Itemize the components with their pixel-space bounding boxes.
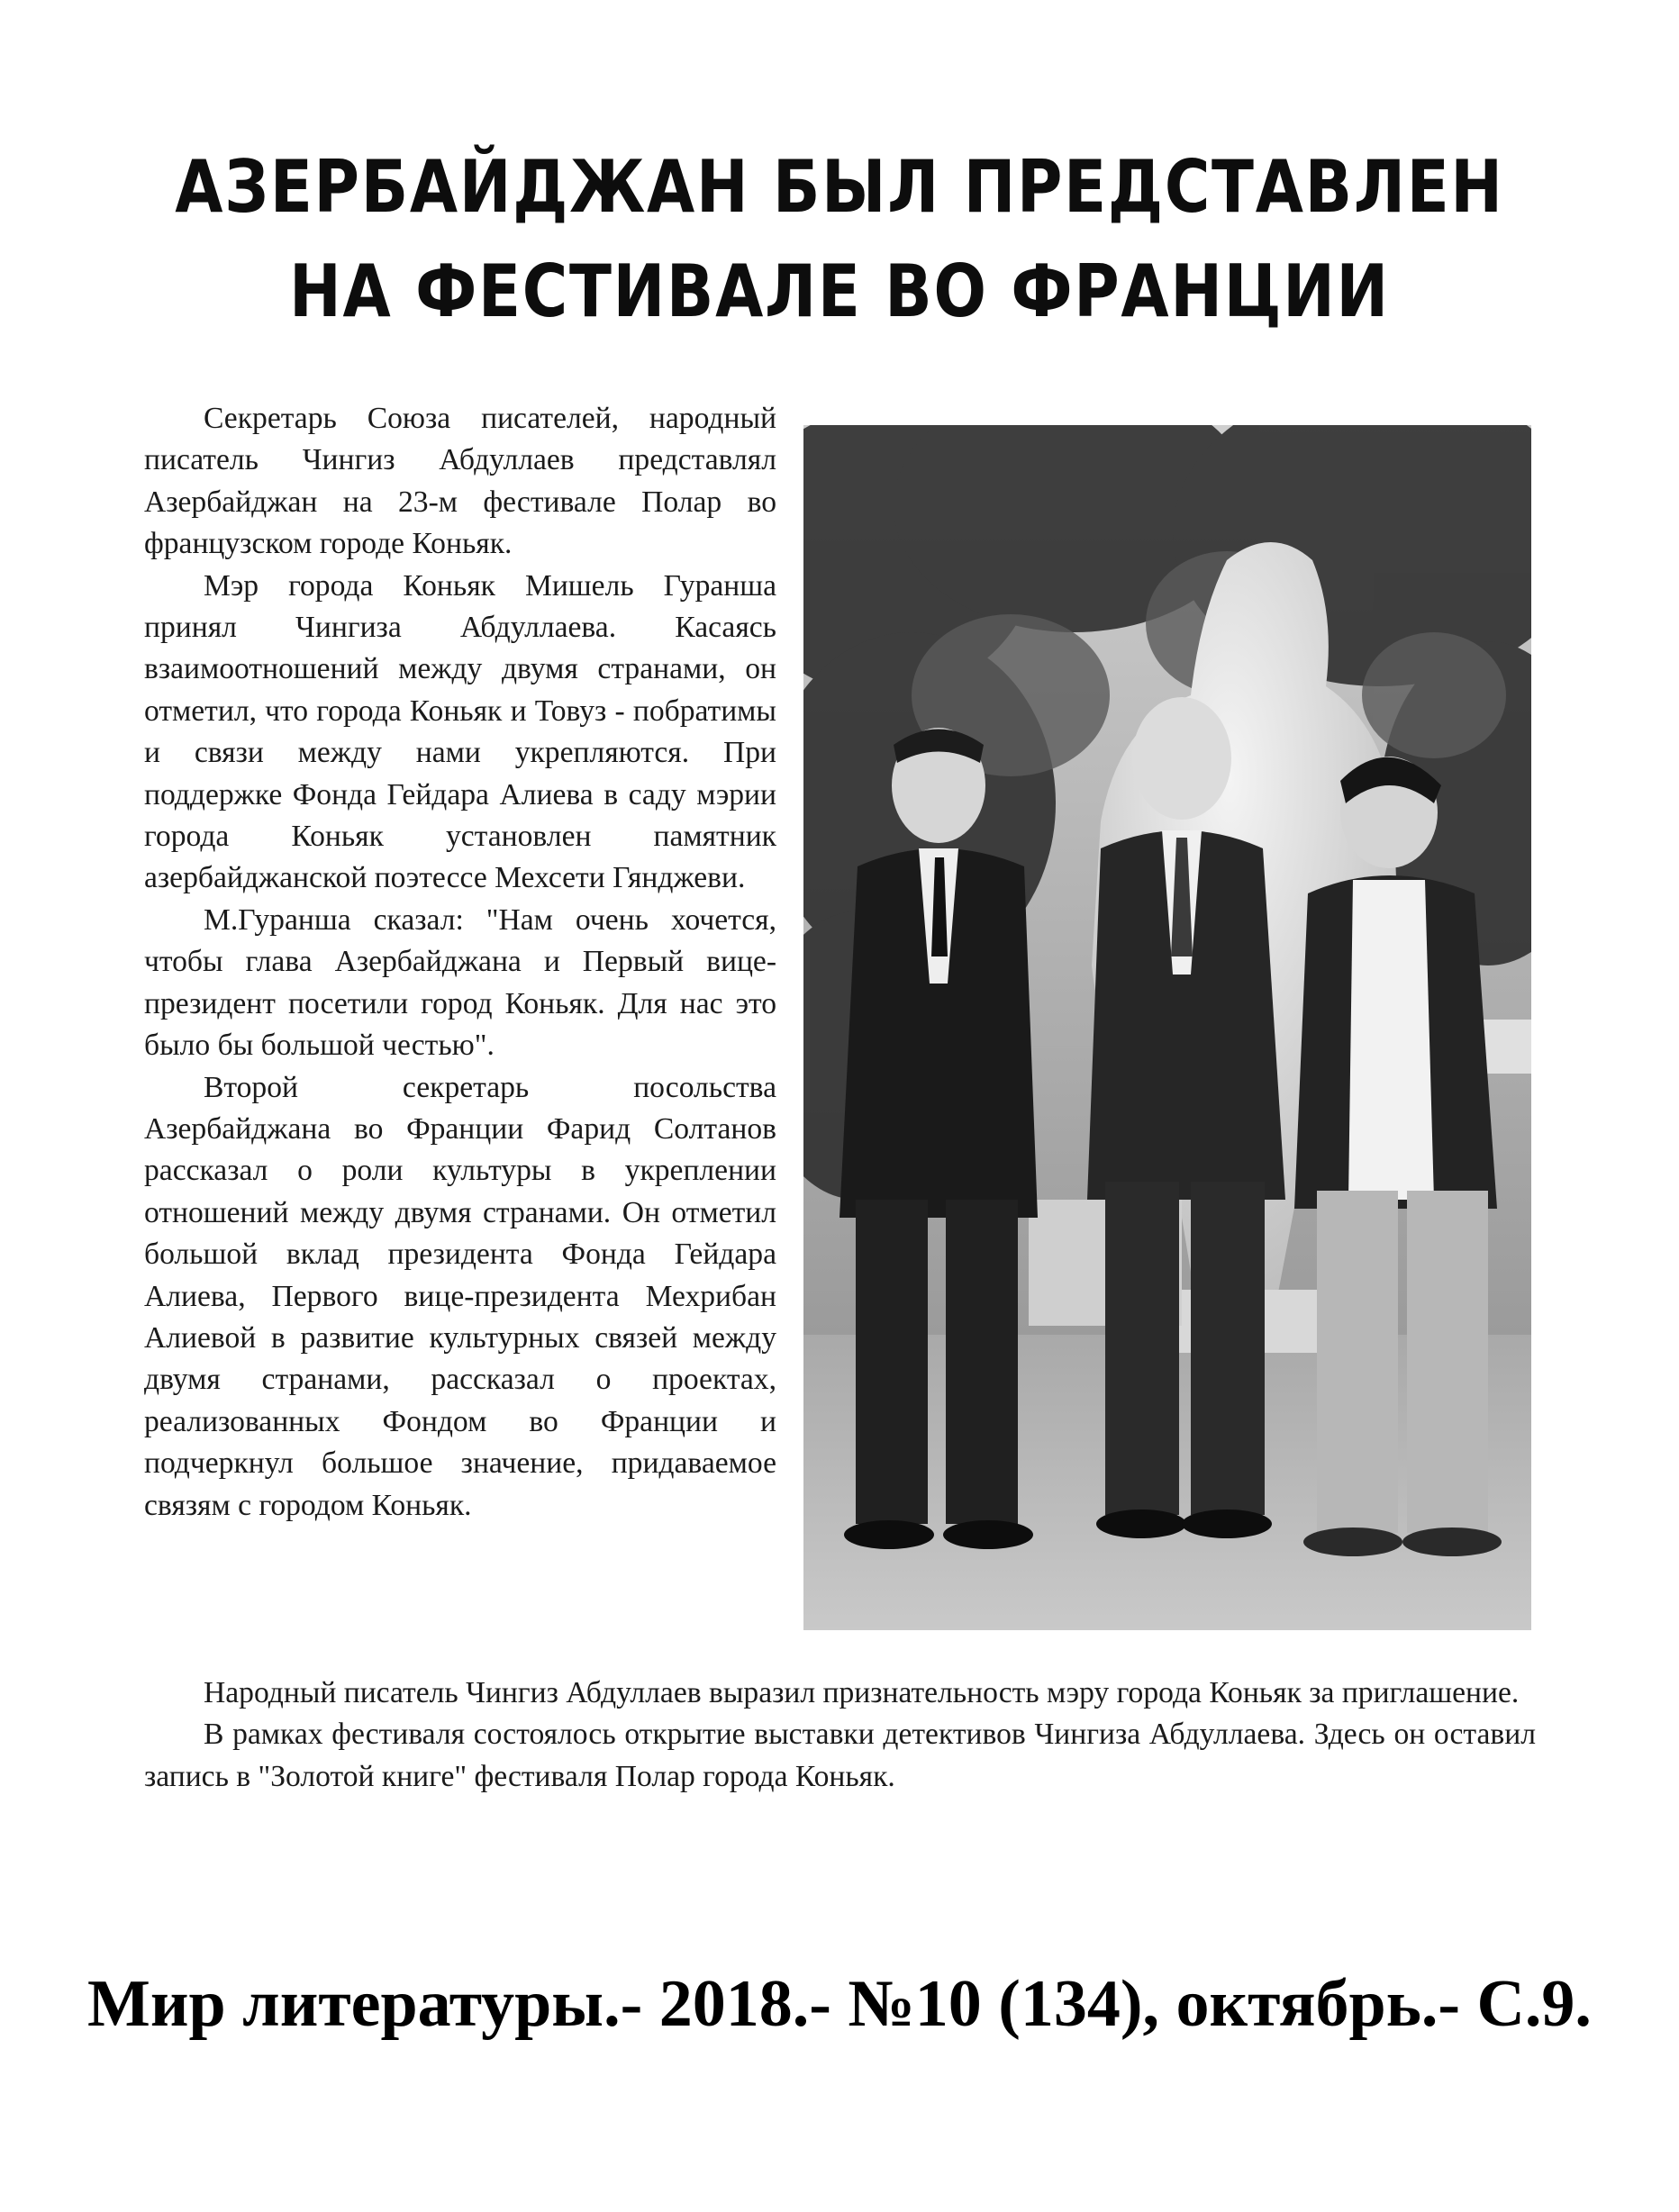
article-bottom-text [144,1673,1536,1798]
article-paragraph: В рамках фестиваля состоялось открытие выставки детективов Чингиза Абдуллаева. Здесь он оставил запись в "Золотой книге" фестиваля Полар города Коньяк. [144,1718,1536,1793]
article-paragraph: Народный писатель Чингиз Абдуллаев выразил признательность мэру города Коньяк за приглашение. [204,1676,1520,1709]
article-paragraph: Секретарь Союза писателей, народный писатель Чингиз Абдуллаев представлял Азербайджан на 23-м фестивале Полар во французском городе Коньяк. [144,402,776,561]
article-left-column [144,398,776,1527]
headline-line-2: НА ФЕСТИВАЛЕ ВО ФРАНЦИИ [289,249,1390,333]
article-headline [0,135,1679,344]
article-paragraph: Мэр города Коньяк Мишель Гуранша принял Чингиза Абдуллаева. Касаясь взаимоотношений между двумя странами, он отметил, что города Коньяк и Товуз - побратимы и связи между нами укрепляются. При поддержке Фонда Гейдара Алиева в саду мэрии города Коньяк установлен памятник азербайджанской поэтессе Мехсети Гянджеви. [144,568,776,895]
photo-three-men-by-monument [803,425,1531,1630]
article-photo [803,425,1531,1630]
headline-line-1: АЗЕРБАЙДЖАН БЫЛ ПРЕДСТАВЛЕН [175,145,1504,229]
article-paragraph: Второй секретарь посольства Азербайджана во Франции Фарид Солтанов рассказал о роли культуры в укреплении отношений между двумя странами. Он отметил большой вклад президента Фонда Гейдара Алиева, Первого вице-президента Мехрибан Алиевой в развитие культурных связей между двумя странами, рассказал о проектах, реализованных Фондом во Франции и подчеркнул большое значение, придаваемое связям с городом Коньяк. [144,1070,776,1522]
article-paragraph: М.Гуранша сказал: "Нам очень хочется, чтобы глава Азербайджана и Первый вице-президент посетили город Коньяк. Для нас это было бы большой честью". [144,902,776,1063]
source-citation: Мир литературы.- 2018.- №10 (134), октябрь.- С.9. [87,1967,1592,2041]
